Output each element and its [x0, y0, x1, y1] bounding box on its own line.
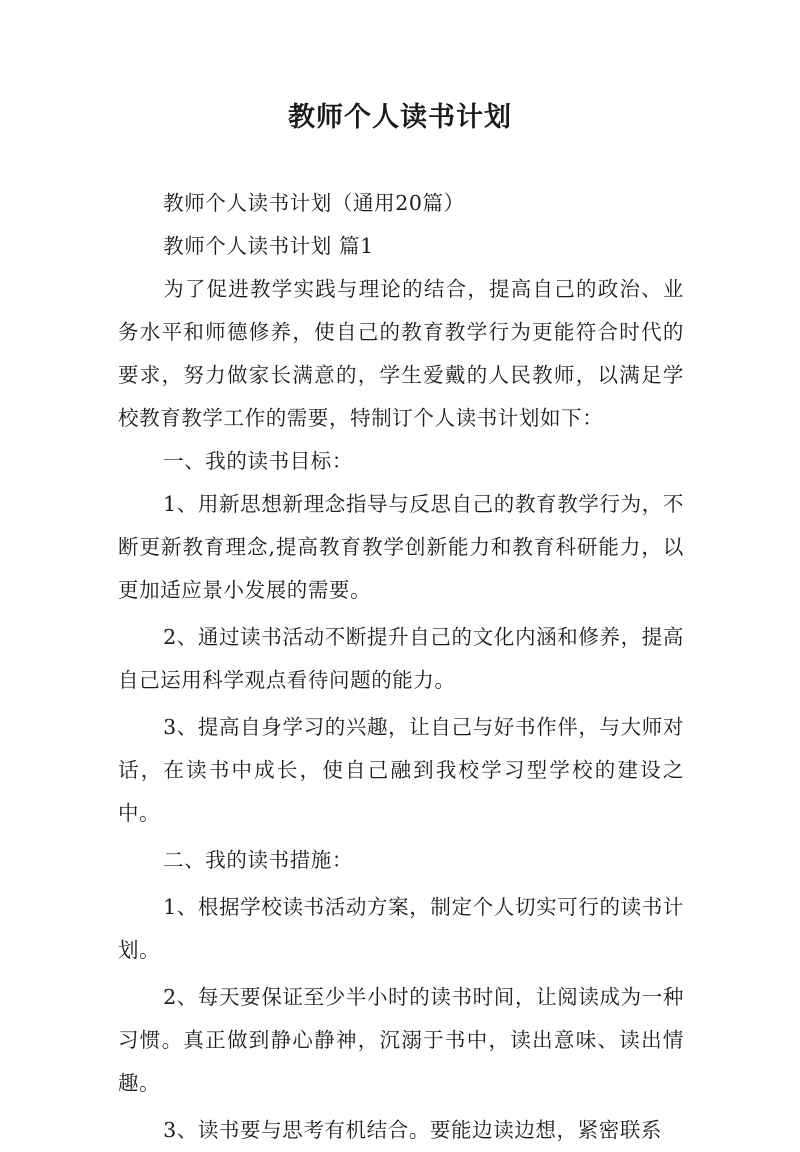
document-title: 教师个人读书计划: [288, 102, 512, 133]
heading-reading-goals: 一、我的读书目标：: [163, 449, 353, 473]
paragraph-subtitle: 教师个人读书计划（通用20篇）: [163, 191, 465, 215]
paragraph-measure-2: 2、每天要保证至少半小时的读书时间，让阅读成为一种习惯。真正做到静心静神，沉溺于书中，读出意味、读出情趣。: [118, 985, 684, 1095]
paragraph-goal-3: 3、提高自身学习的兴趣，让自己与好书作伴，与大师对话，在读书中成长，使自己融到我校学习型学校的建设之中。: [118, 715, 684, 825]
paragraph-measure-1: 1、根据学校读书活动方案，制定个人切实可行的读书计划。: [118, 895, 684, 962]
paragraph-goal-1: 1、用新思想新理念指导与反思自己的教育教学行为，不断更新教育理念,提高教育教学创新能力和教育科研能力，以更加适应景小发展的需要。: [118, 492, 684, 602]
paragraph-section-heading: 教师个人读书计划 篇1: [163, 234, 374, 258]
heading-reading-measures: 二、我的读书措施：: [163, 848, 353, 872]
paragraph-measure-3: 3、读书要与思考有机结合。要能边读边想，紧密联系: [163, 1118, 663, 1142]
document-body: [118, 182, 684, 1152]
paragraph-goal-2: 2、通过读书活动不断提升自己的文化内涵和修养，提高自己运用科学观点看待问题的能力。: [118, 625, 684, 692]
paragraph-intro: 为了促进教学实践与理论的结合，提高自己的政治、业务水平和师德修养，使自己的教育教学行为更能符合时代的要求，努力做家长满意的，学生爱戴的人民教师，以满足学校教育教学工作的需要，特制订个人读书计划如下：: [118, 277, 684, 430]
